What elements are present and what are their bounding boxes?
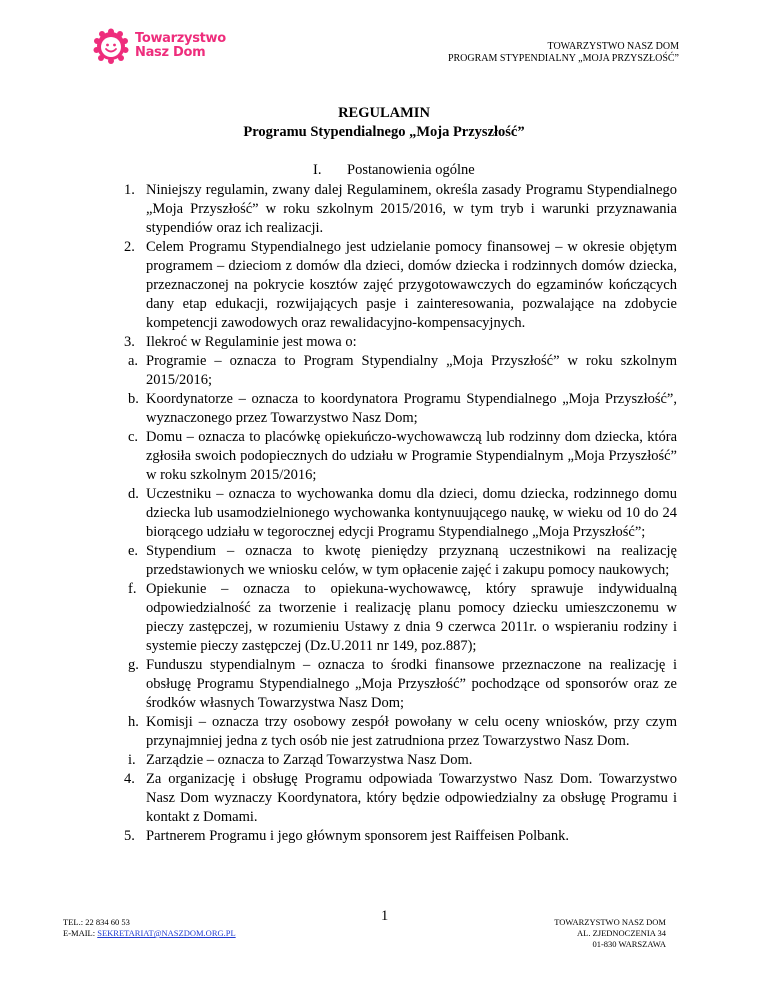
footer-email-link[interactable]: SEKRETARIAT@NASZDOM.ORG.PL	[97, 928, 236, 938]
page-number: 1	[381, 908, 389, 924]
item-text: Partnerem Programu i jego głównym sponsorem jest Raiffeisen Polbank.	[146, 828, 569, 844]
sub-item	[0, 352, 677, 390]
subitem-letter: c.	[128, 429, 139, 445]
subitem-text: Koordynatorze – oznacza to koordynatora Programu Stypendialnego „Moja Przyszłość”, wyznaczonego przez Towarzystwo Nasz Dom;	[146, 391, 677, 426]
subitem-text: Opiekunie – oznacza to opiekuna-wychowawcę, który sprawuje indywidualną odpowiedzialność za tworzenie i realizację planu pomocy dziecku umieszczonemu w pieczy zastępczej, w rozumieniu Ustawy z dnia 9 czerwca 2011r. o wspieraniu rodziny i systemie pieczy zastępczej (Dz.U.2011 nr 149, poz.887);	[146, 581, 677, 654]
list-item	[0, 827, 677, 846]
subitem-letter: g.	[128, 657, 139, 673]
footer-phone: TEL.: 22 834 60 53	[63, 917, 130, 927]
item-number: 2.	[124, 239, 135, 255]
item-number: 5.	[124, 828, 135, 844]
footer-email-label: E-MAIL:	[63, 928, 98, 938]
section-label: Postanowienia ogólne	[347, 162, 475, 178]
subitem-letter: d.	[128, 486, 139, 502]
list-item	[0, 770, 677, 827]
item-text: Celem Programu Stypendialnego jest udzielanie pomocy finansowej – w okresie objętym programem – dzieciom z domów dla dzieci, domów dziecka i rodzinnych domów dziecka, przeznaczonej na pokrycie kosztów zajęć przygotowawczych do egzaminów kończących dany etap edukacji, rozwijających pasje i zainteresowania, pozwalające na zdobycie kompetencji zawodowych oraz rewalidacyjno-kompensacyjnych.	[146, 239, 677, 331]
header-org: TOWARZYSTWO NASZ DOM	[547, 41, 679, 52]
regulation-body	[0, 181, 768, 846]
subitem-text: Funduszu stypendialnym – oznacza to środki finansowe przeznaczone na realizację i obsługę Programu Stypendialnego „Moja Przyszłość” pochodzące od sponsorów oraz ze środków własnych Towarzystwa Nasz Dom;	[146, 657, 677, 711]
sub-item	[0, 428, 677, 485]
subitem-text: Programie – oznacza to Program Stypendialny „Moja Przyszłość” w roku szkolnym 2015/2016;	[146, 353, 677, 388]
subitem-text: Stypendium – oznacza to kwotę pieniędzy przyznaną uczestnikowi na realizację przedstawionych we wniosku celów, w tym opłacenie zajęć i zakupu pomocy naukowych;	[146, 543, 677, 578]
item-number: 3.	[124, 334, 135, 350]
subitem-letter: h.	[128, 714, 139, 730]
item-number: 1.	[124, 182, 135, 198]
subitem-letter: b.	[128, 391, 139, 407]
item-text: Niniejszy regulamin, zwany dalej Regulaminem, określa zasady Programu Stypendialnego „Moja Przyszłość” w roku szkolnym 2015/2016, w tym tryb i warunki przyznawania stypendiów oraz ich realizacji.	[146, 182, 677, 236]
logo-line2: Nasz Dom	[135, 45, 206, 60]
subitem-text: Domu – oznacza to placówkę opiekuńczo-wychowawczą lub rodzinny dom dziecka, która zgłosiła swoich podopiecznych do udziału w Programie Stypendialnym „Moja Przyszłość” w roku szkolnym 2015/2016;	[146, 429, 677, 483]
footer-street: AL. ZJEDNOCZENIA 34	[576, 928, 666, 938]
section-number: I.	[313, 162, 322, 178]
sub-item	[0, 751, 677, 770]
footer-address	[554, 917, 666, 950]
sub-item	[0, 542, 677, 580]
item-number: 4.	[124, 771, 135, 787]
logo	[93, 26, 233, 66]
sub-item	[0, 713, 677, 751]
logo-line1: Towarzystwo	[135, 31, 226, 46]
footer-contact	[63, 917, 236, 939]
item-text: Ilekroć w Regulaminie jest mowa o:	[146, 334, 357, 350]
sub-item	[0, 485, 677, 542]
subitem-text: Zarządzie – oznacza to Zarząd Towarzystwa Nasz Dom.	[146, 752, 473, 768]
smiley-logo-icon	[93, 28, 129, 64]
list-item	[0, 238, 677, 333]
list-item	[0, 333, 677, 352]
sub-item	[0, 656, 677, 713]
item-text: Za organizację i obsługę Programu odpowiada Towarzystwo Nasz Dom. Towarzystwo Nasz Dom wyznaczy Koordynatora, który będzie odpowiedzialny za obsługę Programu i kontakt z Domami.	[146, 771, 677, 825]
subitem-letter: a.	[128, 353, 139, 369]
sub-item	[0, 390, 677, 428]
sub-item	[0, 580, 677, 656]
footer-org: TOWARZYSTWO NASZ DOM	[554, 917, 666, 927]
subitem-text: Komisji – oznacza trzy osobowy zespół powołany w celu oceny wniosków, przy czym przynajmniej jedna z tych osób nie jest zatrudniona przez Towarzystwo Nasz Dom.	[146, 714, 677, 749]
title-line1: REGULAMIN	[338, 105, 430, 121]
header-right	[448, 41, 679, 65]
subitem-letter: i.	[128, 752, 136, 768]
list-item	[0, 181, 677, 238]
subitem-letter: e.	[128, 543, 139, 559]
footer-city: 01-830 WARSZAWA	[592, 939, 666, 949]
header-program: PROGRAM STYPENDIALNY „MOJA PRZYSZŁOŚĆ”	[447, 53, 679, 64]
section-heading	[313, 161, 475, 179]
document-title	[0, 104, 768, 142]
subitem-text: Uczestniku – oznacza to wychowanka domu dla dzieci, domu dziecka, rodzinnego domu dziecka lub usamodzielnionego wychowanka kontynuującego naukę, w wieku od 10 do 24 biorącego udziału w tegorocznej edycji Programu Stypendialnego „Moja Przyszłość”;	[146, 486, 677, 540]
title-line2: Programu Stypendialnego „Moja Przyszłość”	[243, 124, 525, 140]
subitem-letter: f.	[128, 581, 137, 597]
